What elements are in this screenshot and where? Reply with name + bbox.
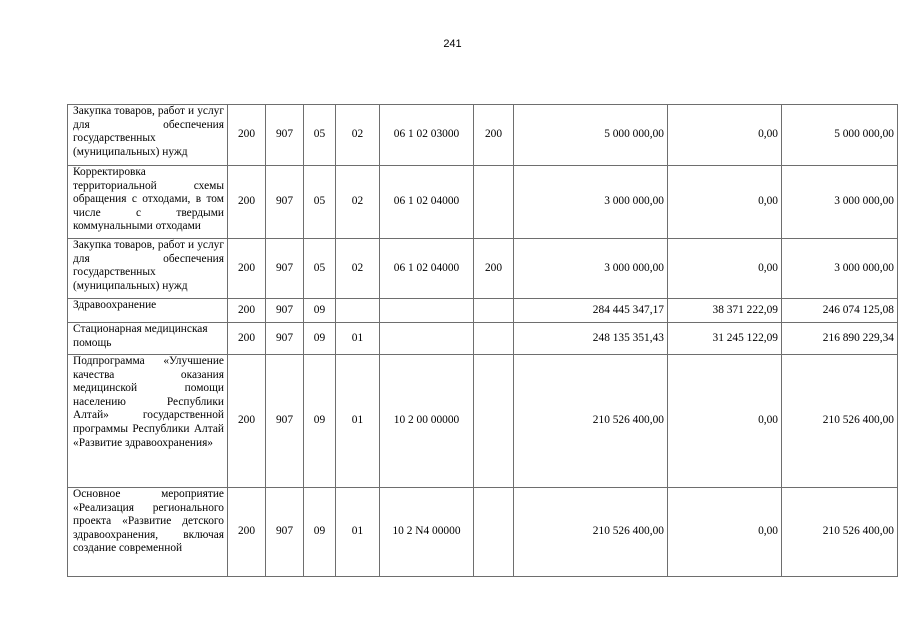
target-article-cell <box>380 323 474 355</box>
amount-cell: 5 000 000,00 <box>514 105 668 166</box>
section-cell: 05 <box>304 239 336 299</box>
amount-cell: 210 526 400,00 <box>782 355 898 488</box>
table-row <box>68 105 898 166</box>
admin-cell: 200 <box>228 299 266 323</box>
item-name-cell: Закупка товаров, работ и услуг для обеспечения государственных (муниципальных) нужд <box>68 239 228 299</box>
expense-type-cell <box>474 299 514 323</box>
item-name-cell: Стационарная медицинская помощь <box>68 323 228 355</box>
amount-cell: 0,00 <box>668 166 782 239</box>
subsection-cell: 01 <box>336 488 380 577</box>
amount-cell: 284 445 347,17 <box>514 299 668 323</box>
code-cell: 907 <box>266 166 304 239</box>
amount-cell: 3 000 000,00 <box>514 166 668 239</box>
code-cell: 907 <box>266 299 304 323</box>
expense-type-cell <box>474 355 514 488</box>
item-name-cell: Корректировка территориальной схемы обращения с отходами, в том числе с твердыми коммунальными отходами <box>68 166 228 239</box>
target-article-cell: 06 1 02 03000 <box>380 105 474 166</box>
admin-cell: 200 <box>228 323 266 355</box>
admin-cell: 200 <box>228 239 266 299</box>
subsection-cell: 02 <box>336 239 380 299</box>
table-row <box>68 166 898 239</box>
amount-cell: 31 245 122,09 <box>668 323 782 355</box>
section-cell: 09 <box>304 488 336 577</box>
subsection-cell: 02 <box>336 105 380 166</box>
amount-cell: 210 526 400,00 <box>514 488 668 577</box>
code-cell: 907 <box>266 488 304 577</box>
section-cell: 09 <box>304 355 336 488</box>
table-row <box>68 355 898 488</box>
amount-cell: 0,00 <box>668 239 782 299</box>
section-cell: 05 <box>304 166 336 239</box>
admin-cell: 200 <box>228 488 266 577</box>
amount-cell: 210 526 400,00 <box>514 355 668 488</box>
amount-cell: 0,00 <box>668 488 782 577</box>
amount-cell: 3 000 000,00 <box>782 166 898 239</box>
amount-cell: 216 890 229,34 <box>782 323 898 355</box>
section-cell: 09 <box>304 323 336 355</box>
amount-cell: 3 000 000,00 <box>514 239 668 299</box>
amount-cell: 5 000 000,00 <box>782 105 898 166</box>
code-cell: 907 <box>266 105 304 166</box>
subsection-cell: 02 <box>336 166 380 239</box>
subsection-cell <box>336 299 380 323</box>
target-article-cell <box>380 299 474 323</box>
amount-cell: 38 371 222,09 <box>668 299 782 323</box>
page-number: 241 <box>443 38 462 50</box>
code-cell: 907 <box>266 355 304 488</box>
target-article-cell: 06 1 02 04000 <box>380 166 474 239</box>
amount-cell: 0,00 <box>668 105 782 166</box>
expense-type-cell: 200 <box>474 105 514 166</box>
table-row <box>68 239 898 299</box>
amount-cell: 246 074 125,08 <box>782 299 898 323</box>
expense-type-cell <box>474 488 514 577</box>
budget-table <box>67 104 898 577</box>
target-article-cell: 06 1 02 04000 <box>380 239 474 299</box>
amount-cell: 248 135 351,43 <box>514 323 668 355</box>
section-cell: 09 <box>304 299 336 323</box>
subsection-cell: 01 <box>336 355 380 488</box>
code-cell: 907 <box>266 323 304 355</box>
section-cell: 05 <box>304 105 336 166</box>
expense-type-cell: 200 <box>474 239 514 299</box>
target-article-cell: 10 2 N4 00000 <box>380 488 474 577</box>
table-row <box>68 488 898 577</box>
target-article-cell: 10 2 00 00000 <box>380 355 474 488</box>
expense-type-cell <box>474 166 514 239</box>
table-row <box>68 323 898 355</box>
amount-cell: 210 526 400,00 <box>782 488 898 577</box>
admin-cell: 200 <box>228 355 266 488</box>
item-name-cell: Основное мероприятие «Реализация регионального проекта «Развитие детского здравоохранения, включая создание современной <box>68 488 228 577</box>
subsection-cell: 01 <box>336 323 380 355</box>
amount-cell: 3 000 000,00 <box>782 239 898 299</box>
admin-cell: 200 <box>228 105 266 166</box>
expense-type-cell <box>474 323 514 355</box>
code-cell: 907 <box>266 239 304 299</box>
amount-cell: 0,00 <box>668 355 782 488</box>
item-name-cell: Подпрограмма «Улучшение качества оказания медицинской помощи населению Республики Алтай» государственной программы Республики Алтай «Развитие здравоохранения» <box>68 355 228 488</box>
admin-cell: 200 <box>228 166 266 239</box>
item-name-cell: Здравоохранение <box>68 299 228 323</box>
item-name-cell: Закупка товаров, работ и услуг для обеспечения государственных (муниципальных) нужд <box>68 105 228 166</box>
table-row <box>68 299 898 323</box>
